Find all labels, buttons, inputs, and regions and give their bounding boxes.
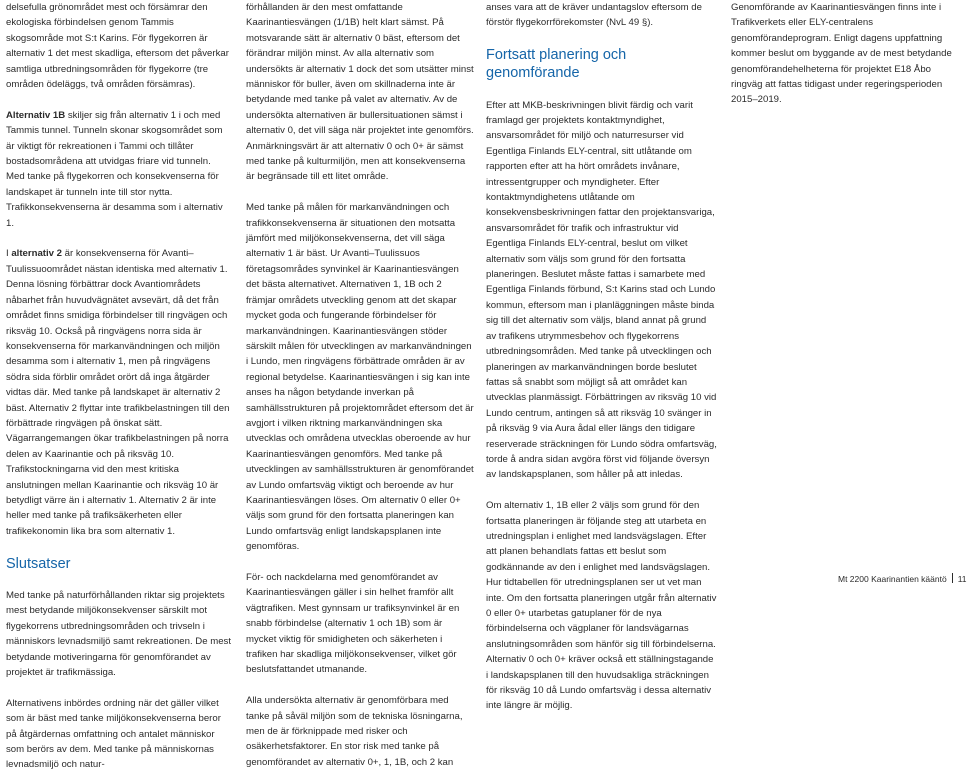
paragraph-alternativ-2 — [6, 246, 232, 539]
paragraph: Efter att MKB-beskrivningen blivit färdig och varit framlagd ger projektets kontaktmyndighet, ansvarsområdet för miljö och naturresurser vid Egentliga Finlands ELY-central, sitt utlåtande om rapporten efter att ha hört områdets invånare, intressentgrupper och myndigheter. Efter kontaktmyndighetens utlåtande om konsekvensbeskrivningen fattar den projektansvariga, ansvarsområdet för trafik och infrastruktur vid Egentliga Finlands ELY-central, beslut om vilket alternativ som väljs som grund för den fortsatta planeringen. Beslutet måste fattas i samarbete med Egentliga Finlands förbund, S:t Karins stad och Lundo kommun, eftersom man i planläggningen måste binda sig till det alternativ som väljs, bland annat på grund av trafikens utrymmesbehov och flygekorrens utbredningsområden. Med tanke på utvecklingen och planeringen av markanvändningen borde beslutet fattas så snabbt som möjligt så att området kan utvecklas planmässigt. Förbättringen av riksväg 10 vid Lundo centrum, antingen så att riksväg 10 svänger in på riksväg 9 via Aura ådal eller längs den tidigare reserverade sträckningen för Lundo södra omfartsväg, torde å andra sidan avgöra först vid följande översyn av landskapsplanen, som håller på att inledas. — [486, 99, 717, 481]
paragraph: Om alternativ 1, 1B eller 2 väljs som grund för den fortsatta planeringen är följande steg att utarbeta en utredningsplan i enlighet med landsvägslagen. Efter att planen behandlats fattas ett beslut som godkännande av den i enlighet med landsvägslagen. Hur tidtabellen för utredningsplanen ser ut vet man inte. Om den fortsatta planeringen utgår från alternativ 0 eller 0+ utarbetas gatuplaner för de nya förbindelserna och vägplaner för landsvägarnas anslutningsområden som hänför sig till förbindelserna. Alternativ 0 och 0+ kräver också ett ställningstagande i landskapsplanen till den huvudsakliga sträckningen för riksväg 10 då Lundo omfartsväg i dessa alternativ inte längre är möjlig. — [486, 500, 717, 712]
paragraph-alternativ-1b — [6, 108, 232, 231]
footer-divider — [952, 573, 953, 583]
paragraph-text: skiljer sig från alternativ 1 i och med Tammis tunnel. Tunneln skonar skogsområdet som är viktigt för rekreationen i Tammi och tillåter bostadsområdena att utvidgas friare vid tunneln. Med tanke på flygekorren och konsekvenserna för landskapet är tunneln inte till stor nytta. Trafikkonsekvenserna är desamma som i alternativ 1. — [6, 109, 223, 229]
alternative-label: Alternativ 1B — [6, 109, 66, 121]
paragraph-text: är konsekvenserna för Avanti–Tuulissuoområdet nästan identiska med alternativ 1. Denna lösning förbättrar dock Avantiområdets nåbarhet från huvudvägnätet avsevärt, då det från området finns smidiga förbindelser till ringvägen och riksväg 10. Också på ringvägens norra sida är konsekvenserna för markanvändningen och miljön desamma som i alternativ 1, men på ringvägens södra sida förblir området orört då inga åtgärder vidtas där. Med tanke på landskapet är alternativ 2 bäst. Alternativ 2 flyttar inte trafikbelastningen till den förbättrade ringvägen på önskat sätt. Vägarrangemangen ökar trafikbelastningen på norra delen av Kaarinantie och på riksväg 10. Trafikstockningarna vid den mest kritiska anslutningen mellan Kaarinantie och riksväg 10 är betydligt värre än i alternativ 1. Alternativ 2 är inte heller med tanke på trafiksäkerheten eller trafikekonomin lika bra som alternativ 1. — [6, 248, 230, 537]
column-1 — [6, 0, 232, 773]
paragraph: Med tanke på naturförhållanden riktar sig projektets mest betydande miljökonsekvenser särskilt mot flygekorrens utbredningsområden och trivseln i människors levnadsmiljö samt rekreationen. De mest betydande motiveringarna för genomförandet av projektet är trafikmässiga. — [6, 589, 232, 678]
paragraph: anses vara att de kräver undantagslov eftersom de förstör flygekorrförekomster (NvL 49 §). — [486, 2, 702, 29]
column-3 — [486, 0, 718, 714]
column-4 — [731, 0, 957, 108]
page-number: 11 — [957, 574, 967, 584]
column-2 — [246, 0, 474, 770]
paragraph: För- och nackdelarna med genomförandet av Kaarinantiesvängen gäller i sin helhet framför allt vägtrafiken. Mest gynnsam ur trafiksynvinkel är en snabb förbindelse (alternativ 1 och 1B) som är mycket viktig för smidigheten och säkerheten i trafiken har skadliga miljökonsekvenser, vilket gör beslutsfattandet utmanande. — [246, 572, 460, 676]
paragraph: delsefulla grönområdet mest och försämrar den ekologiska förbindelsen genom Tammis skogsområde mot S:t Karins. För flygekorren är alternativ 1 det mest skadliga, eftersom det påverkar samtliga utbredningsområden för flygekorre (tre områden ödeläggs, två områden försämras). — [6, 2, 229, 91]
paragraph: förhållanden är den mest omfattande Kaarinantiesvängen (1/1B) helt klart sämst. På motsvarande sätt är alternativ 0 bäst, eftersom det förändrar miljön minst. Av alla alternativ som undersökts är alternativ 1 dock det som utsätter minst människor för buller, även om skillnaderna inte är betydande med tanke på valet av alternativ. Av de undersökta alternativen är bullersituationen sämst i alternativ 0, det vill säga när projektet inte genomförs. Anmärkningsvärt är att alternativ 0 och 0+ är sämst med tanke på kulturmiljön, men att konsekvenserna är begränsade till ett litet område. — [246, 2, 474, 183]
paragraph: Med tanke på målen för markanvändningen och trafikkonsekvenserna är situationen den motsatta jämfört med miljökonsekvenserna, det vill säga alternativ 1 är bäst. Ur Avanti–Tuulissuos företagsområdes synvinkel är Kaarinantiesvängen det bästa alternativet. Alternativen 1, 1B och 2 främjar områdets utveckling genom att det skapar mycket goda och fungerande förbindelser för markanvändningen. Kaarinantiesvängen stöder särskilt målen för utvecklingen av markanvändningen i Lundo, men ringvägens förbättrade områden är av regional betydelse. Kaarinantiesvängen i sig kan inte anses ha någon betydande inverkan på samhällsstrukturen på projektområdet eftersom det är avgjort i vilken riktning markanvändningen ska utvecklas och områdena utvecklas oberoende av hur Kaarinantiesvängen genomförs. Med tanke på utvecklingen av samhällsstrukturen är genomförandet av Lundo omfartsväg viktigt och beroende av hur Kaarinantiesvängen löses. Om alternativ 0 eller 0+ väljs som grund för den fortsatta planeringen kan Lundo omfartsväg enligt landskapsplanen inte genomföras. — [246, 202, 474, 553]
paragraph: Genomförande av Kaarinantiesvängen finns inte i Trafikverkets eller ELY-centralens genomförandeprogram. Enligt dagens uppfattning kommer beslut om byggande av de mest betydande genomförandehelheterna för projektet E18 Åbo ringväg att fattas tidigast under regeringsperioden 2015–2019. — [731, 2, 952, 106]
section-heading-slutsatser: Slutsatser — [6, 555, 71, 572]
paragraph: Alla undersökta alternativ är genomförbara med tanke på såväl miljön som de tekniska lösningarna, men de är förknippade med risker och osäkerhetsfaktorer. En stor risk med tanke på genomförandet av alternativ 0+, 1, 1B, och 2 kan — [246, 695, 463, 768]
paragraph-text: I — [6, 248, 12, 260]
alternative-label: alternativ 2 — [11, 248, 63, 260]
paragraph: Alternativens inbördes ordning när det gäller vilket som är bäst med tanke miljökonsekvenserna beror på åtgärdernas omfattning och antalet människor som berörs av dem. Med tanke på människornas levnadsmiljö och natur- — [6, 697, 221, 771]
footer-title: Mt 2200 Kaarinantien kääntö — [838, 574, 947, 584]
section-heading-fortsatt-planering: Fortsatt planering och genomförande — [486, 47, 627, 82]
page-footer — [838, 573, 967, 585]
